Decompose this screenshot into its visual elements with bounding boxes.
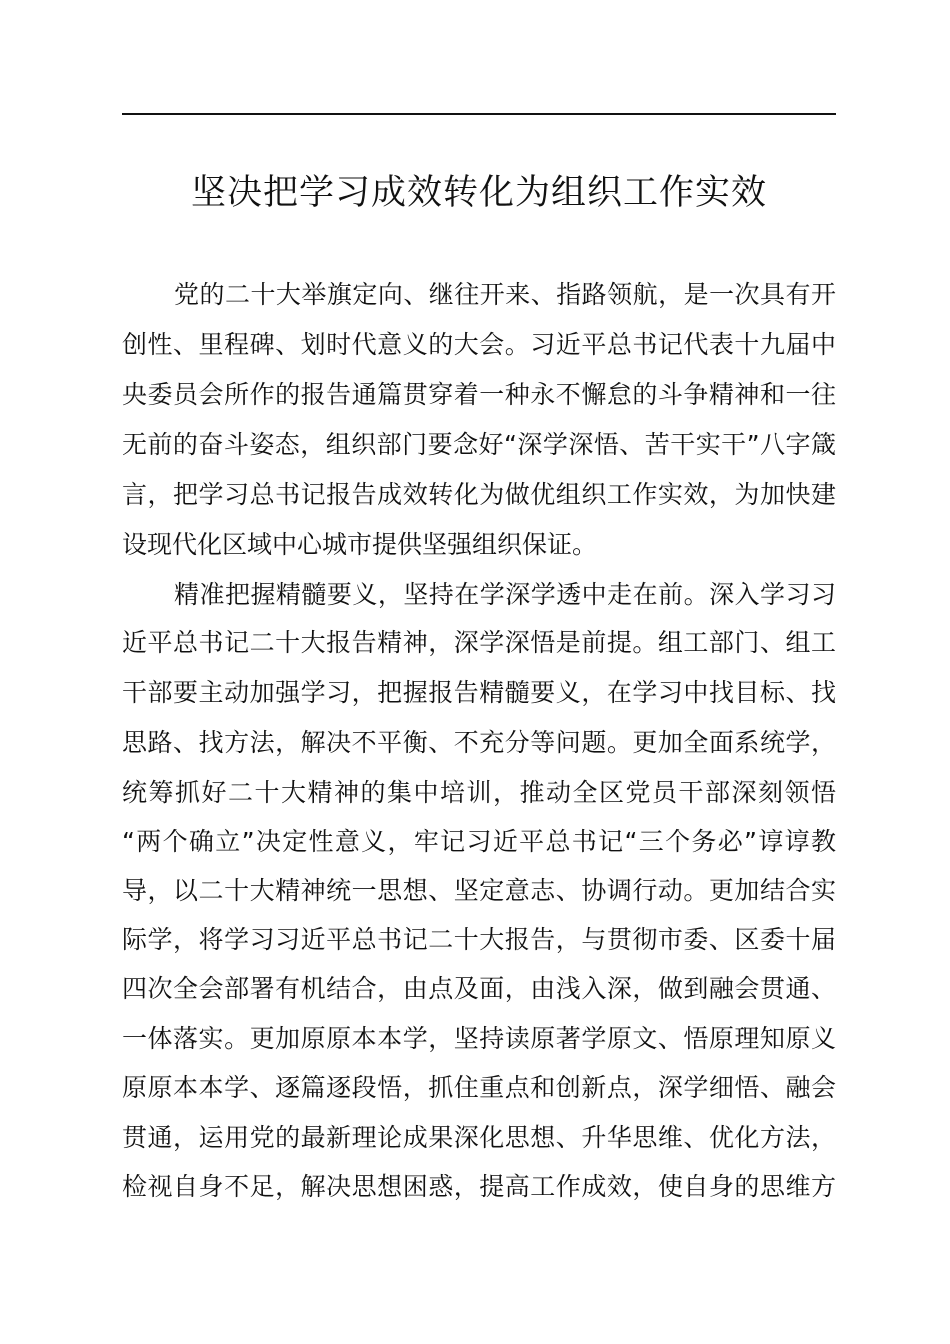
header-rule [122,113,836,115]
paragraph-2-line-8: 际学，将学习习近平总书记二十大报告，与贯彻市委、区委十届 [122,925,836,954]
paragraph-2-line-7: 导，以二十大精神统一思想、坚定意志、协调行动。更加结合实 [122,876,836,905]
paragraph-2-line-1: 精准把握精髓要义，坚持在学深学透中走在前。深入学习习 [174,580,836,609]
paragraph-2-line-10: 一体落实。更加原原本本学，坚持读原著学原文、悟原理知原义 [122,1024,836,1053]
document-title: 坚决把学习成效转化为组织工作实效 [190,173,767,213]
paragraph-2-line-9: 四次全会部署有机结合，由点及面，由浅入深，做到融会贯通、 [122,974,836,1003]
paragraph-1-line-2: 创性、里程碑、划时代意义的大会。习近平总书记代表十九届中 [122,330,836,359]
paragraph-2-line-2: 近平总书记二十大报告精神，深学深悟是前提。组工部门、组工 [122,628,836,657]
paragraph-1-line-4: 无前的奋斗姿态，组织部门要念好“深学深悟、苦干实干”八字箴 [122,430,836,459]
paragraph-2-line-13: 检视自身不足，解决思想困惑，提高工作成效，使自身的思维方 [122,1172,836,1201]
paragraph-2-line-6: “两个确立”决定性意义，牢记习近平总书记“三个务必”谆谆教 [122,827,836,856]
paragraph-2-line-12: 贯通，运用党的最新理论成果深化思想、升华思维、优化方法， [122,1123,836,1152]
paragraph-1-line-1: 党的二十大举旗定向、继往开来、指路领航，是一次具有开 [174,280,836,309]
paragraph-2-line-3: 干部要主动加强学习，把握报告精髓要义，在学习中找目标、找 [122,678,836,707]
paragraph-2-line-11: 原原本本学、逐篇逐段悟，抓住重点和创新点，深学细悟、融会 [122,1073,836,1102]
paragraph-2-line-5: 统筹抓好二十大精神的集中培训，推动全区党员干部深刻领悟 [122,778,836,807]
paragraph-1-line-5: 言，把学习总书记报告成效转化为做优组织工作实效，为加快建 [122,480,836,509]
paragraph-1-line-3: 央委员会所作的报告通篇贯穿着一种永不懈怠的斗争精神和一往 [122,380,836,409]
paragraph-1-line-6: 设现代化区域中心城市提供坚强组织保证。 [122,530,598,559]
paragraph-2-line-4: 思路、找方法，解决不平衡、不充分等问题。更加全面系统学， [122,728,836,757]
